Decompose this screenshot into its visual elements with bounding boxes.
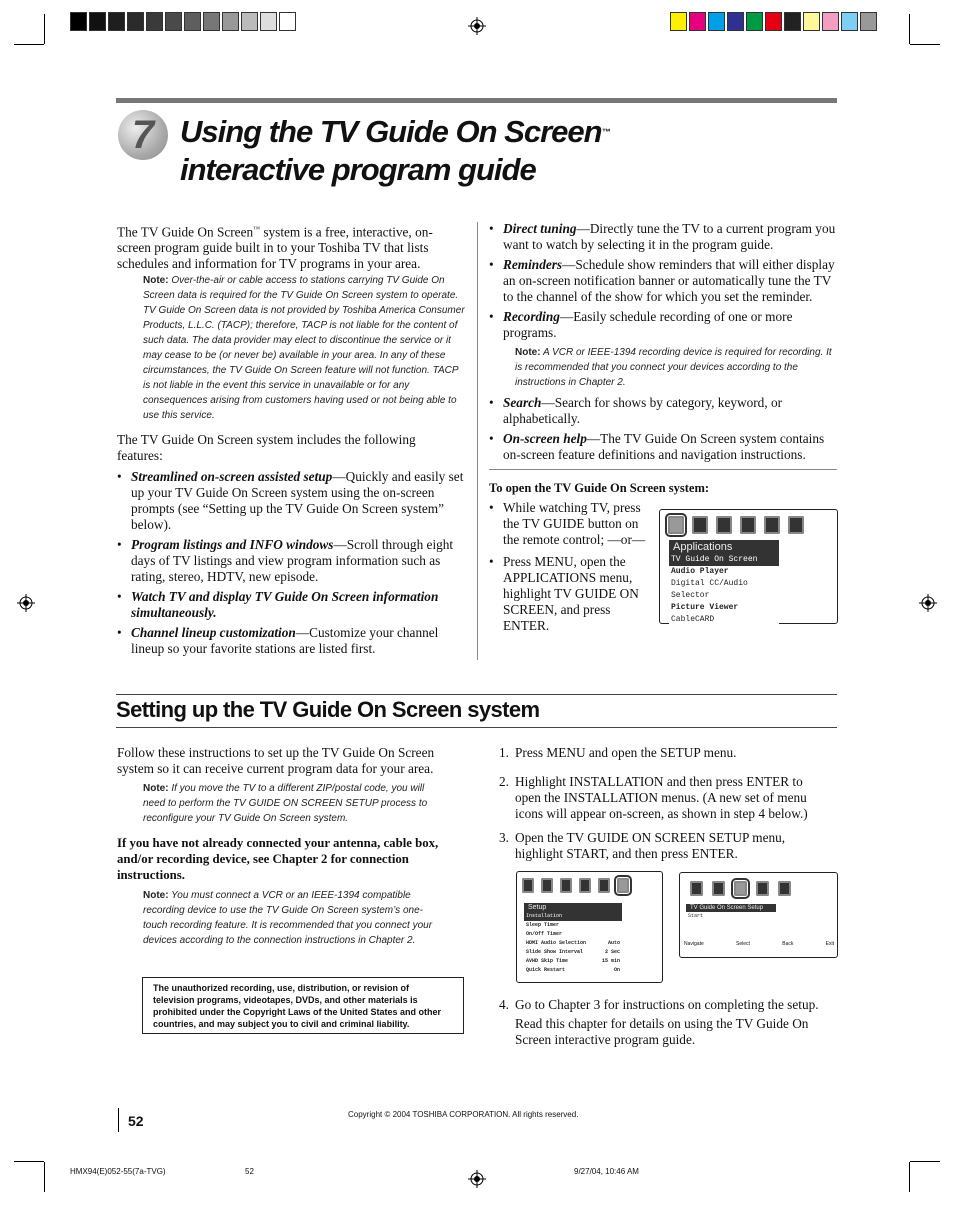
color-swatch — [241, 12, 258, 31]
lock-icon — [764, 516, 780, 534]
menu-header: Applications — [669, 540, 779, 554]
menu-header: Setup — [524, 903, 622, 912]
note-vcr: Note: You must connect a VCR or an IEEE-1394 compatible recording device to use the TV Guide On Screen system’s one-touch recording feature. It is recommended that you connect your devices according to the connection instructions in Chapter 2. — [143, 890, 433, 946]
list-item: • Streamlined on-screen assisted setup—Quickly and easily set up your TV Guide On Screen system using the on-screen prompts (see “Setting up the TV Guide On Screen system” below). — [117, 469, 465, 533]
applications-screen — [659, 509, 838, 624]
open-heading: To open the TV Guide On Screen system: — [489, 481, 710, 495]
intro-paragraph: The TV Guide On Screen™ system is a free, interactive, on-screen program guide built in to your Toshiba TV that lists schedules and information for TV programs in your area. — [117, 224, 433, 272]
menu-item[interactable]: Digital CC/Audio Selector — [671, 579, 748, 600]
feature-list-right-2 — [489, 395, 837, 467]
crop-mark — [14, 44, 44, 45]
list-item: • While watching TV, press the TV GUIDE button on the remote control; —or— — [489, 500, 649, 548]
color-swatch — [746, 12, 763, 31]
menu-item[interactable]: HDMI Audio Selection Auto — [526, 940, 620, 946]
page-number-rule — [118, 1108, 119, 1132]
note-tvguide-data: Note: Over-the-air or cable access to stations carrying TV Guide On Screen data is required for the TV Guide On Screen system to operate. TV Guide On Screen data is not provided by Toshiba America Consumer Products, L.L.C. (TACP); therefore, TACP is not liable for the content of such data. The data provider may elect to discontinue the service or it may cease to be (or never be) available in your area. In any of these circumstances, the TV Guide On Screen feature will not function. TACP is not liable in the event this service in unavailable or for any consequences arising from customers having used or not being able to use this service. — [143, 275, 465, 421]
chapter-number: 7 — [131, 112, 155, 157]
slug-date: 9/27/04, 10:46 AM — [574, 1167, 639, 1176]
feature-list-left — [117, 469, 465, 661]
crop-mark — [909, 1162, 910, 1192]
setup-steps — [499, 745, 829, 862]
closing-paragraph: Read this chapter for details on using the TV Guide On Screen interactive program guide. — [515, 1016, 809, 1047]
title-line2: interactive program guide — [180, 152, 536, 187]
crop-mark — [44, 1162, 45, 1192]
color-swatch — [203, 12, 220, 31]
setup-icon — [788, 516, 804, 534]
picture-icon — [692, 516, 708, 534]
color-swatch — [841, 12, 858, 31]
crop-mark — [44, 14, 45, 44]
applications-icon — [668, 516, 684, 534]
color-swatch — [146, 12, 163, 31]
color-swatch — [260, 12, 277, 31]
registration-mark-icon — [17, 594, 35, 612]
audio-icon — [712, 881, 725, 896]
select-hint: Select — [736, 941, 750, 947]
remote-icon — [778, 881, 791, 896]
color-swatch — [784, 12, 801, 31]
color-swatch — [165, 12, 182, 31]
slug-file: HMX94(E)052-55(7a-TVG) — [70, 1167, 166, 1176]
picture-icon — [522, 878, 534, 893]
list-item: • Press MENU, open the APPLICATIONS menu, highlight TV GUIDE ON SCREEN, and press ENTER. — [489, 554, 649, 634]
lock-icon — [598, 878, 610, 893]
list-item: • Search—Search for shows by category, keyword, or alphabetically. — [489, 395, 837, 427]
audio-icon — [716, 516, 732, 534]
tvguide-icon — [734, 881, 747, 896]
title-line1: Using the TV Guide On Screen — [180, 114, 602, 149]
menu-item[interactable]: CableCARD — [671, 615, 715, 624]
list-item: 4. Go to Chapter 3 for instructions on completing the setup. — [499, 997, 819, 1012]
menu-item-start[interactable]: Start — [688, 913, 704, 919]
color-swatch — [803, 12, 820, 31]
color-swatch — [689, 12, 706, 31]
section-rule — [116, 694, 837, 695]
note-recording: Note: A VCR or IEEE-1394 recording device is required for recording. It is recommended that you connect your devices according to the instructions in Chapter 2. — [515, 347, 832, 388]
trademark: ™ — [601, 127, 611, 137]
registration-mark-icon — [919, 594, 937, 612]
list-item: • Watch TV and display TV Guide On Screen information simultaneously. — [117, 589, 465, 621]
section-title: Setting up the TV Guide On Screen system — [116, 697, 540, 722]
color-swatch — [727, 12, 744, 31]
crop-mark — [910, 44, 940, 45]
color-swatch — [222, 12, 239, 31]
color-swatch — [765, 12, 782, 31]
list-item: • Program listings and INFO windows—Scroll through eight days of TV listings and view program information such as rating, stereo, HDTV, new episode. — [117, 537, 465, 585]
menu-item[interactable]: AVHD Skip Time 15 min — [526, 958, 620, 964]
list-item: • Reminders—Schedule show reminders that will either display an on-screen notification banner or automatically tune the TV to the channel of the show for which you set the reminder. — [489, 257, 837, 305]
chapter-number-badge — [118, 110, 168, 160]
setup-icon — [617, 878, 629, 893]
menu-header: TV Guide On Screen Setup — [686, 904, 776, 912]
registration-mark-icon — [468, 1170, 486, 1188]
nav-hints — [684, 941, 834, 947]
color-swatch — [70, 12, 87, 31]
back-hint: Back — [782, 941, 794, 947]
color-swatch — [822, 12, 839, 31]
crop-mark — [909, 14, 910, 44]
slug-page: 52 — [245, 1167, 254, 1176]
exit-hint: Exit — [825, 941, 834, 947]
color-swatch — [108, 12, 125, 31]
tvguide-setup-screen — [679, 872, 838, 958]
preferences-icon — [560, 878, 572, 893]
list-item: 1. Press MENU and open the SETUP menu. — [499, 745, 737, 760]
connect-heading: If you have not already connected your antenna, cable box, and/or recording device, see Chapter 2 for connection instructions. — [117, 836, 439, 882]
list-item: • Direct tuning—Directly tune the TV to a current program you want to watch by selecting it in the program guide. — [489, 221, 837, 253]
menu-item[interactable]: Quick Restart On — [526, 967, 620, 973]
copyright-line: Copyright © 2004 TOSHIBA CORPORATION. All rights reserved. — [348, 1110, 579, 1119]
registration-mark-icon — [468, 17, 486, 35]
menu-item[interactable]: Picture Viewer — [671, 603, 739, 612]
list-item: • Channel lineup customization—Customize your channel lineup so your favorite stations are listed first. — [117, 625, 465, 657]
copyright-warning: The unauthorized recording, use, distribution, or revision of television programs, videotapes, DVDs, and other materials is prohibited under the Copyright Laws of the United States and other countries, and may subject you to civil and criminal liability. — [142, 977, 464, 1034]
list-item: • Recording—Easily schedule recording of one or more programs. — [489, 309, 837, 341]
crop-mark — [14, 1161, 44, 1162]
divider — [489, 469, 837, 470]
color-swatch — [89, 12, 106, 31]
menu-item[interactable]: Audio Player — [671, 567, 729, 576]
color-swatch — [860, 12, 877, 31]
color-swatch — [184, 12, 201, 31]
setup-steps-cont — [499, 997, 834, 1013]
color-swatch — [708, 12, 725, 31]
audio-icon — [541, 878, 553, 893]
menu-item-tvguide[interactable]: TV Guide On Screen — [669, 554, 779, 566]
note-zip: Note: If you move the TV to a different ZIP/postal code, you will need to perform the TV GUIDE ON SCREEN SETUP process to reconfigure your TV Guide On Screen system. — [143, 783, 428, 824]
menu-item[interactable]: Slide Show Interval 2 Sec — [526, 949, 620, 955]
list-item: 2. Highlight INSTALLATION and then press ENTER to open the INSTALLATION menus. (A new set of menu icons will appear on-screen, as shown in step 4 below.) — [499, 774, 808, 821]
preferences-icon — [740, 516, 756, 534]
list-item: 3. Open the TV GUIDE ON SCREEN SETUP menu, highlight START, and then press ENTER. — [499, 830, 786, 861]
setup-screen — [516, 871, 663, 983]
color-swatch — [670, 12, 687, 31]
list-item: • On-screen help—The TV Guide On Screen system contains on-screen feature definitions and navigation instructions. — [489, 431, 837, 463]
navigate-hint: Navigate — [684, 941, 704, 947]
menu-item[interactable]: Sleep Timer — [526, 922, 560, 928]
lock-icon — [756, 881, 769, 896]
open-steps — [489, 500, 649, 638]
page-title — [180, 113, 611, 189]
antenna-icon — [690, 881, 703, 896]
applications-icon — [579, 878, 591, 893]
column-divider — [477, 222, 478, 660]
crop-mark — [910, 1161, 940, 1162]
color-swatch — [279, 12, 296, 31]
menu-item[interactable]: On/Off Timer — [526, 931, 563, 937]
feature-list-right — [489, 221, 837, 345]
menu-item-installation[interactable]: Installation — [524, 912, 622, 921]
color-swatch — [127, 12, 144, 31]
section-intro: Follow these instructions to set up the TV Guide On Screen system so it can receive current program data for your area. — [117, 745, 435, 776]
page-number: 52 — [128, 1113, 144, 1129]
features-intro: The TV Guide On Screen system includes the following features: — [117, 432, 416, 463]
header-rule — [116, 98, 837, 103]
section-rule — [116, 727, 837, 728]
